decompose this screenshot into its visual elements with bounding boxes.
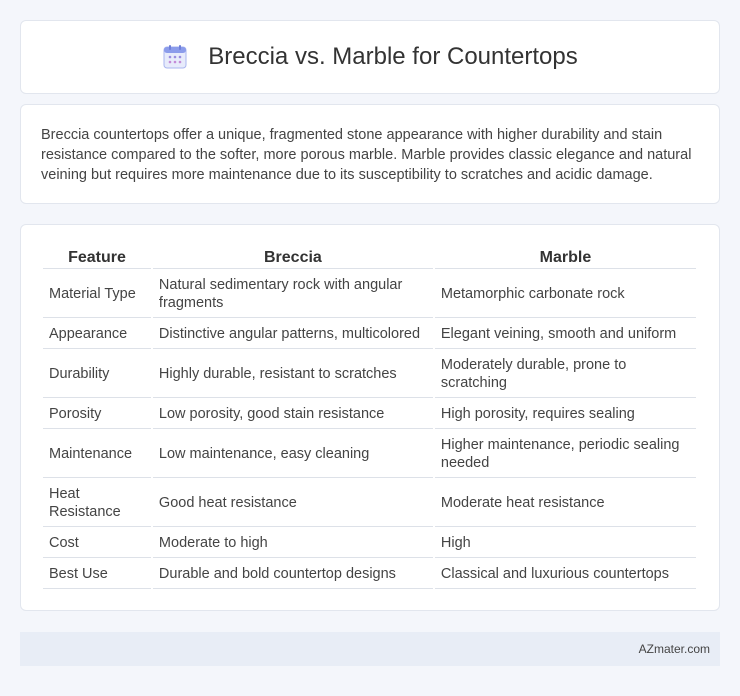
footer-source: AZmater.com xyxy=(638,642,710,656)
table-row xyxy=(43,431,696,478)
feature-cell: Appearance xyxy=(43,320,151,349)
marble-cell: Classical and luxurious countertops xyxy=(435,560,696,589)
marble-cell: Higher maintenance, periodic sealing needed xyxy=(435,431,696,478)
breccia-cell: Low porosity, good stain resistance xyxy=(153,400,433,429)
breccia-cell: Distinctive angular patterns, multicolored xyxy=(153,320,433,349)
comparison-table xyxy=(41,245,698,591)
table-row xyxy=(43,529,696,558)
marble-cell: Moderately durable, prone to scratching xyxy=(435,351,696,398)
header-marble: Marble xyxy=(435,247,696,269)
table-row xyxy=(43,351,696,398)
table-row xyxy=(43,271,696,318)
summary-text: Breccia countertops offer a unique, fragmented stone appearance with higher durability and stain resistance compared to the softer, more porous marble. Marble provides classic elegance and natural veining but requires more maintenance due to its susceptibility to scratches and acidic damage. xyxy=(41,127,692,183)
calendar-icon xyxy=(162,44,188,70)
breccia-cell: Natural sedimentary rock with angular fragments xyxy=(153,271,433,318)
table-header-row xyxy=(43,247,696,269)
breccia-cell: Durable and bold countertop designs xyxy=(153,560,433,589)
table-row xyxy=(43,320,696,349)
table-row xyxy=(43,400,696,429)
table-card xyxy=(20,224,720,611)
feature-cell: Heat Resistance xyxy=(43,480,151,527)
page-title: Breccia vs. Marble for Countertops xyxy=(208,43,578,70)
summary-card xyxy=(20,104,720,204)
feature-cell: Maintenance xyxy=(43,431,151,478)
breccia-cell: Moderate to high xyxy=(153,529,433,558)
breccia-cell: Good heat resistance xyxy=(153,480,433,527)
breccia-cell: Highly durable, resistant to scratches xyxy=(153,351,433,398)
header-card xyxy=(20,20,720,94)
footer xyxy=(20,632,720,666)
marble-cell: Elegant veining, smooth and uniform xyxy=(435,320,696,349)
feature-cell: Durability xyxy=(43,351,151,398)
marble-cell: High porosity, requires sealing xyxy=(435,400,696,429)
feature-cell: Best Use xyxy=(43,560,151,589)
feature-cell: Cost xyxy=(43,529,151,558)
breccia-cell: Low maintenance, easy cleaning xyxy=(153,431,433,478)
marble-cell: High xyxy=(435,529,696,558)
header-breccia: Breccia xyxy=(153,247,433,269)
feature-cell: Porosity xyxy=(43,400,151,429)
table-row xyxy=(43,560,696,589)
header-feature: Feature xyxy=(43,247,151,269)
table-row xyxy=(43,480,696,527)
header xyxy=(162,43,577,71)
marble-cell: Moderate heat resistance xyxy=(435,480,696,527)
marble-cell: Metamorphic carbonate rock xyxy=(435,271,696,318)
feature-cell: Material Type xyxy=(43,271,151,318)
